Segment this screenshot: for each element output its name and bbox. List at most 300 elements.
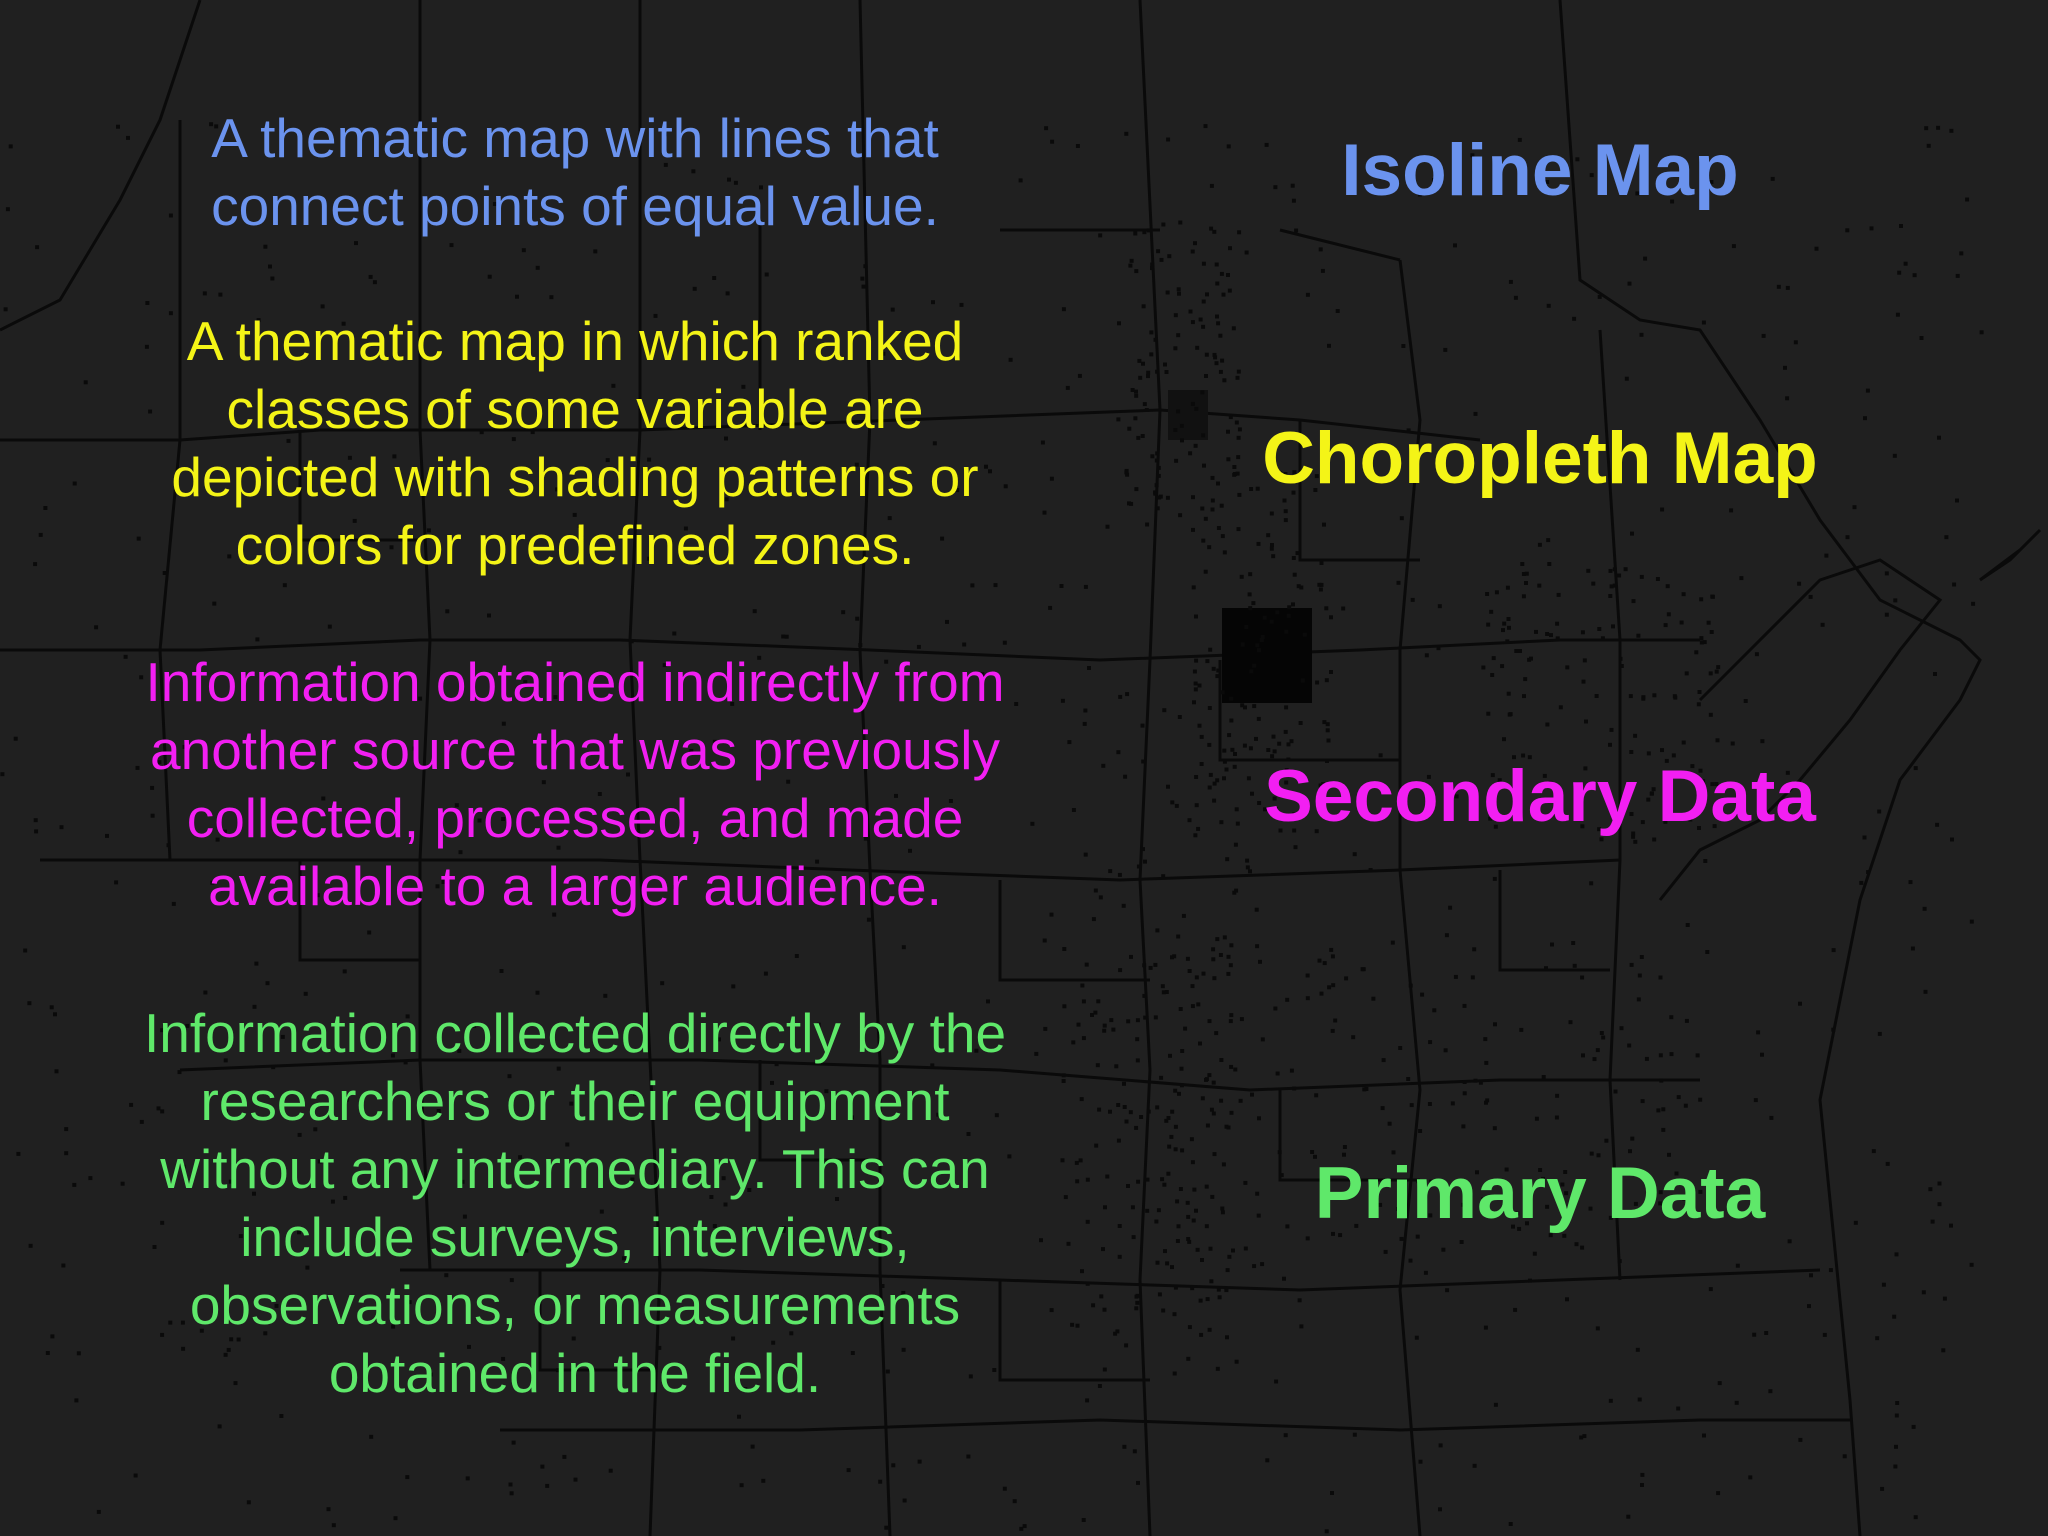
map-dot	[1098, 1384, 1102, 1388]
map-dot	[1493, 1022, 1497, 1026]
map-dot	[1194, 687, 1198, 691]
map-dot	[1257, 648, 1261, 652]
map-dot	[35, 245, 39, 249]
map-dot	[1161, 223, 1165, 227]
map-dot	[1924, 990, 1928, 994]
map-dot	[1555, 1116, 1559, 1120]
map-dot	[1823, 1333, 1827, 1337]
map-dot	[1153, 963, 1157, 967]
map-dot	[1586, 569, 1590, 573]
map-dot	[1627, 1044, 1631, 1048]
map-dot	[283, 583, 287, 587]
map-dot	[203, 991, 207, 995]
map-dot	[1228, 246, 1232, 250]
map-dot	[218, 1424, 222, 1428]
map-dot	[1125, 1120, 1129, 1124]
map-dot	[394, 1516, 398, 1520]
map-dot	[0, 772, 4, 776]
map-dot	[1700, 641, 1704, 645]
map-dot	[1085, 963, 1089, 967]
map-dot	[1620, 664, 1624, 668]
map-dot	[1739, 576, 1743, 580]
map-dot	[39, 533, 43, 537]
map-dot	[1131, 1205, 1135, 1209]
map-dot	[1716, 738, 1720, 742]
map-dot	[1640, 1473, 1644, 1477]
map-dot	[545, 1484, 549, 1488]
map-dot	[1324, 606, 1328, 610]
secondary-data-definition: Information obtained indirectly from another source that was previously collected, processed, and made available to a larger audience.	[145, 651, 1005, 917]
map-dot	[1142, 230, 1146, 234]
map-dot	[1596, 1048, 1600, 1052]
map-dot	[1133, 1449, 1137, 1453]
map-dot	[1575, 1242, 1579, 1246]
map-dot	[1248, 572, 1252, 576]
map-dot	[1143, 1016, 1147, 1020]
map-dot	[1150, 263, 1154, 267]
map-dot	[1415, 1336, 1419, 1340]
map-dot	[1213, 353, 1217, 357]
map-dot	[1188, 969, 1192, 973]
map-dot	[1522, 572, 1526, 576]
map-dot	[1950, 838, 1954, 842]
map-dot	[1676, 1407, 1680, 1411]
map-dot	[1248, 869, 1252, 873]
map-dot	[1048, 606, 1052, 610]
map-dot	[1211, 957, 1215, 961]
map-dot	[1080, 984, 1084, 988]
map-dot	[1296, 551, 1300, 555]
map-dot	[1130, 259, 1134, 263]
map-dot	[1522, 694, 1526, 698]
map-dot	[1087, 666, 1091, 670]
map-dot	[1169, 1135, 1173, 1139]
map-dot	[1170, 955, 1174, 959]
map-dot	[1208, 706, 1212, 710]
map-dot	[1154, 338, 1158, 342]
map-dot	[841, 610, 845, 614]
map-dot	[1610, 584, 1614, 588]
map-dot	[1219, 953, 1223, 957]
map-dot	[1222, 378, 1226, 382]
map-dot	[966, 1455, 970, 1459]
map-dot	[1270, 547, 1274, 551]
map-dot	[862, 285, 866, 289]
map-dot	[1955, 499, 1959, 503]
map-dot	[1101, 1247, 1105, 1251]
map-dot	[1318, 959, 1322, 963]
map-dot	[1591, 582, 1595, 586]
map-dot	[1853, 505, 1857, 509]
map-dot	[1145, 408, 1149, 412]
map-dot	[1685, 1019, 1689, 1023]
map-dot	[1202, 262, 1206, 266]
map-dot	[1897, 271, 1901, 275]
map-dot	[1163, 363, 1167, 367]
map-dot	[1078, 374, 1082, 378]
map-dot	[1798, 1002, 1802, 1006]
map-dot	[1398, 1046, 1402, 1050]
map-dot	[1537, 584, 1541, 588]
map-dot	[1231, 1249, 1235, 1253]
map-dot	[1473, 1464, 1477, 1468]
map-dot	[369, 1435, 373, 1439]
map-dot	[1549, 633, 1553, 637]
map-dot	[1529, 657, 1533, 661]
map-dot	[712, 276, 716, 280]
map-dot	[1797, 582, 1801, 586]
map-dot	[1580, 976, 1584, 980]
map-dot	[1432, 1008, 1436, 1012]
map-dot	[1299, 586, 1303, 590]
map-dot	[1583, 658, 1587, 662]
map-dot	[1229, 697, 1233, 701]
map-dot	[1829, 1268, 1833, 1272]
map-dot	[1638, 974, 1642, 978]
map-dot	[1086, 1178, 1090, 1182]
map-dot	[1913, 273, 1917, 277]
map-dot	[1257, 542, 1261, 546]
map-dot	[1486, 623, 1490, 627]
map-dot	[536, 991, 540, 995]
secondary-data-term: Secondary Data	[1264, 756, 1816, 837]
map-dot	[1565, 1297, 1569, 1301]
map-dot	[1170, 1110, 1174, 1114]
map-dot	[1158, 1292, 1162, 1296]
map-dot	[1656, 1108, 1660, 1112]
map-dot	[1809, 595, 1813, 599]
map-dot	[1133, 232, 1137, 236]
map-dot	[1182, 914, 1186, 918]
map-dot	[1023, 1524, 1027, 1528]
map-dot	[1191, 1004, 1195, 1008]
map-dot	[50, 1005, 54, 1009]
map-dot	[1136, 1180, 1140, 1184]
map-dot	[1509, 712, 1513, 716]
map-dot	[1179, 1007, 1183, 1011]
map-dot	[1509, 280, 1513, 284]
map-dot	[1494, 1403, 1498, 1407]
map-dot	[1142, 994, 1146, 998]
map-dot	[1702, 1434, 1706, 1438]
map-dot	[1244, 625, 1248, 629]
map-dot	[1177, 1092, 1181, 1096]
map-dot	[1756, 1030, 1760, 1034]
map-dot	[1535, 1117, 1539, 1121]
map-dot	[1290, 1069, 1294, 1073]
map-dot	[1463, 1004, 1467, 1008]
map-dot	[522, 248, 526, 252]
map-dot	[1460, 1240, 1464, 1244]
map-dot	[1500, 664, 1504, 668]
map-dot	[1453, 243, 1457, 247]
map-dot	[994, 583, 998, 587]
map-dot	[1744, 699, 1748, 703]
map-dot	[1174, 459, 1178, 463]
map-dot	[1082, 1518, 1086, 1522]
map-dot	[1215, 263, 1219, 267]
map-dot	[1116, 417, 1120, 421]
map-dot	[1135, 1037, 1139, 1041]
map-dot	[1768, 1389, 1772, 1393]
map-dot	[1272, 735, 1276, 739]
map-dot	[1542, 1075, 1546, 1079]
map-dot	[247, 1500, 251, 1504]
map-dot	[1162, 990, 1166, 994]
map-dot	[1682, 592, 1686, 596]
map-dot	[1201, 325, 1205, 329]
map-dot	[254, 962, 258, 966]
map-dot	[1162, 1183, 1166, 1187]
map-dot	[445, 609, 449, 613]
map-dot	[1314, 1093, 1318, 1097]
map-dot	[512, 1441, 516, 1445]
map-dot	[64, 1151, 68, 1155]
map-dot	[84, 380, 88, 384]
map-dot	[1193, 670, 1197, 674]
map-dot	[1229, 963, 1233, 967]
map-dot	[1520, 562, 1524, 566]
map-dot	[1079, 1158, 1083, 1162]
map-dot	[43, 506, 47, 510]
map-dot	[1282, 1277, 1286, 1281]
map-dot	[1320, 992, 1324, 996]
map-dot	[9, 144, 13, 148]
map-dot	[367, 931, 371, 935]
map-dot	[1216, 669, 1220, 673]
map-dot	[1924, 126, 1928, 130]
map-dot	[1221, 534, 1225, 538]
map-dot	[53, 1012, 57, 1016]
map-dot	[1624, 567, 1628, 571]
map-dot	[487, 614, 491, 618]
map-dot	[1123, 775, 1127, 779]
map-dot	[1202, 972, 1206, 976]
map-dot	[1409, 1259, 1413, 1263]
map-dot	[1147, 228, 1151, 232]
map-dot	[765, 273, 769, 277]
map-dot	[878, 1480, 882, 1484]
map-dot	[1205, 353, 1209, 357]
map-dot	[1443, 348, 1447, 352]
map-dot	[1660, 508, 1664, 512]
map-dot	[218, 293, 222, 297]
map-dot	[94, 625, 98, 629]
map-dot	[562, 1455, 566, 1459]
map-dot	[1229, 1019, 1233, 1023]
map-dot	[1105, 1175, 1109, 1179]
map-dot	[1234, 843, 1238, 847]
map-dot	[1571, 941, 1575, 945]
map-dot	[1168, 1054, 1172, 1058]
map-dot	[327, 1507, 331, 1511]
map-dot	[1895, 1401, 1899, 1405]
map-dot	[1190, 1286, 1194, 1290]
map-dot	[1290, 739, 1294, 743]
map-dot	[1129, 1110, 1133, 1114]
map-dot	[1483, 1037, 1487, 1041]
map-dot	[1329, 948, 1333, 952]
map-dot	[1271, 554, 1275, 558]
map-dot	[1731, 742, 1735, 746]
map-dot	[1214, 1031, 1218, 1035]
map-dot	[1755, 652, 1759, 656]
map-dot	[97, 1510, 101, 1514]
map-dot	[1099, 895, 1103, 899]
map-dot	[1263, 616, 1267, 620]
map-dot	[1180, 1049, 1184, 1053]
map-dot	[1716, 1491, 1720, 1495]
map-dot	[860, 277, 864, 281]
map-dot	[1484, 1101, 1488, 1105]
map-dot	[1092, 917, 1096, 921]
map-dot	[1180, 1083, 1184, 1087]
map-dot	[1636, 1348, 1640, 1352]
map-dot	[1118, 873, 1122, 877]
map-dot	[1210, 1108, 1214, 1112]
map-dot	[1157, 466, 1161, 470]
map-dot	[1276, 1072, 1280, 1076]
map-dot	[1218, 1295, 1222, 1299]
map-dot	[1885, 571, 1889, 575]
map-dot	[1760, 1053, 1764, 1057]
map-dot	[1641, 695, 1645, 699]
map-dot	[1265, 1458, 1269, 1462]
map-dot	[1134, 390, 1138, 394]
map-dot	[1109, 1018, 1113, 1022]
map-dot	[1445, 933, 1449, 937]
map-dot	[1325, 1529, 1329, 1533]
map-dot	[1096, 999, 1100, 1003]
map-dot	[1155, 483, 1159, 487]
map-dot	[1062, 1073, 1066, 1077]
map-dot	[1174, 1286, 1178, 1290]
map-dot	[1317, 583, 1321, 587]
map-dot	[1141, 362, 1145, 366]
map-dot	[1191, 984, 1195, 988]
map-dot	[1215, 315, 1219, 319]
map-dot	[1128, 264, 1132, 268]
map-dot	[1493, 1126, 1497, 1130]
map-dot	[1166, 1172, 1170, 1176]
map-dot	[1266, 533, 1270, 537]
map-dot	[1445, 1288, 1449, 1292]
map-dot	[1137, 359, 1141, 363]
map-dot	[1211, 947, 1215, 951]
map-dot	[1125, 692, 1129, 696]
map-dot	[1243, 744, 1247, 748]
map-dot	[1581, 1053, 1585, 1057]
map-dot	[1709, 713, 1713, 717]
map-dot	[1528, 1279, 1532, 1283]
map-dot	[1419, 1460, 1423, 1464]
map-dot	[970, 583, 974, 587]
map-dot	[1524, 581, 1528, 585]
map-dot	[1155, 928, 1159, 932]
map-dot	[1788, 1239, 1792, 1243]
map-dot	[1400, 516, 1404, 520]
map-dot	[1331, 954, 1335, 958]
map-dot	[1207, 743, 1211, 747]
map-dot	[1284, 509, 1288, 513]
map-dot	[1593, 1057, 1597, 1061]
map-dot	[1191, 402, 1195, 406]
map-dot	[1222, 293, 1226, 297]
map-dot	[34, 829, 38, 833]
map-dot	[1160, 1177, 1164, 1181]
map-dot	[1076, 144, 1080, 148]
map-dot	[918, 1460, 922, 1464]
map-dot	[1685, 671, 1689, 675]
map-dot	[1327, 985, 1331, 989]
map-dot	[1320, 561, 1324, 565]
map-dot	[1091, 1303, 1095, 1307]
map-dot	[1160, 258, 1164, 262]
map-dot	[1216, 1367, 1220, 1371]
map-dot	[1949, 1224, 1953, 1228]
map-dot	[1174, 1125, 1178, 1129]
map-dot	[1584, 720, 1588, 724]
map-dot	[1050, 913, 1054, 917]
map-dot	[488, 275, 492, 279]
map-dot	[1518, 649, 1522, 653]
map-dot	[1201, 1096, 1205, 1100]
map-dot	[1180, 1067, 1184, 1071]
map-dot	[1287, 614, 1291, 618]
map-dot	[1329, 615, 1333, 619]
map-dot	[1205, 659, 1209, 663]
map-dot	[1142, 963, 1146, 967]
choropleth-definition: A thematic map in which ranked classes of some variable are depicted with shading patterns or colors for predefined zones.	[171, 310, 979, 576]
map-dot	[1391, 941, 1395, 945]
map-dot	[255, 637, 259, 641]
map-dot	[1362, 1087, 1366, 1091]
map-dot	[1582, 680, 1586, 684]
map-dot	[1062, 1004, 1066, 1008]
map-dot	[1322, 720, 1326, 724]
map-dot	[1613, 567, 1617, 571]
map-dot	[1226, 273, 1230, 277]
map-dot	[1565, 665, 1569, 669]
map-dot	[1134, 487, 1138, 491]
map-dot	[1083, 709, 1087, 713]
map-dot	[1149, 330, 1153, 334]
map-dot	[332, 1523, 336, 1527]
map-dot	[1126, 1184, 1130, 1188]
map-dot	[1824, 554, 1828, 558]
map-dot	[1306, 996, 1310, 1000]
map-dot	[1013, 1499, 1017, 1503]
map-dot	[145, 301, 149, 305]
map-dot	[1381, 1106, 1385, 1110]
map-dot	[1167, 1116, 1171, 1120]
map-dot	[1636, 634, 1640, 638]
map-dot	[1630, 532, 1634, 536]
map-dot	[1293, 573, 1297, 577]
map-dot	[1284, 518, 1288, 522]
map-dot	[1866, 389, 1870, 393]
map-dot	[1194, 682, 1198, 686]
map-dot	[1970, 1263, 1974, 1267]
map-dot	[731, 984, 735, 988]
map-dot	[1173, 1089, 1177, 1093]
map-dot	[1344, 976, 1348, 980]
map-dot	[1075, 1179, 1079, 1183]
map-dot	[1192, 585, 1196, 589]
map-dot	[1225, 1335, 1229, 1339]
map-dot	[1299, 721, 1303, 725]
map-dot	[1409, 984, 1413, 988]
